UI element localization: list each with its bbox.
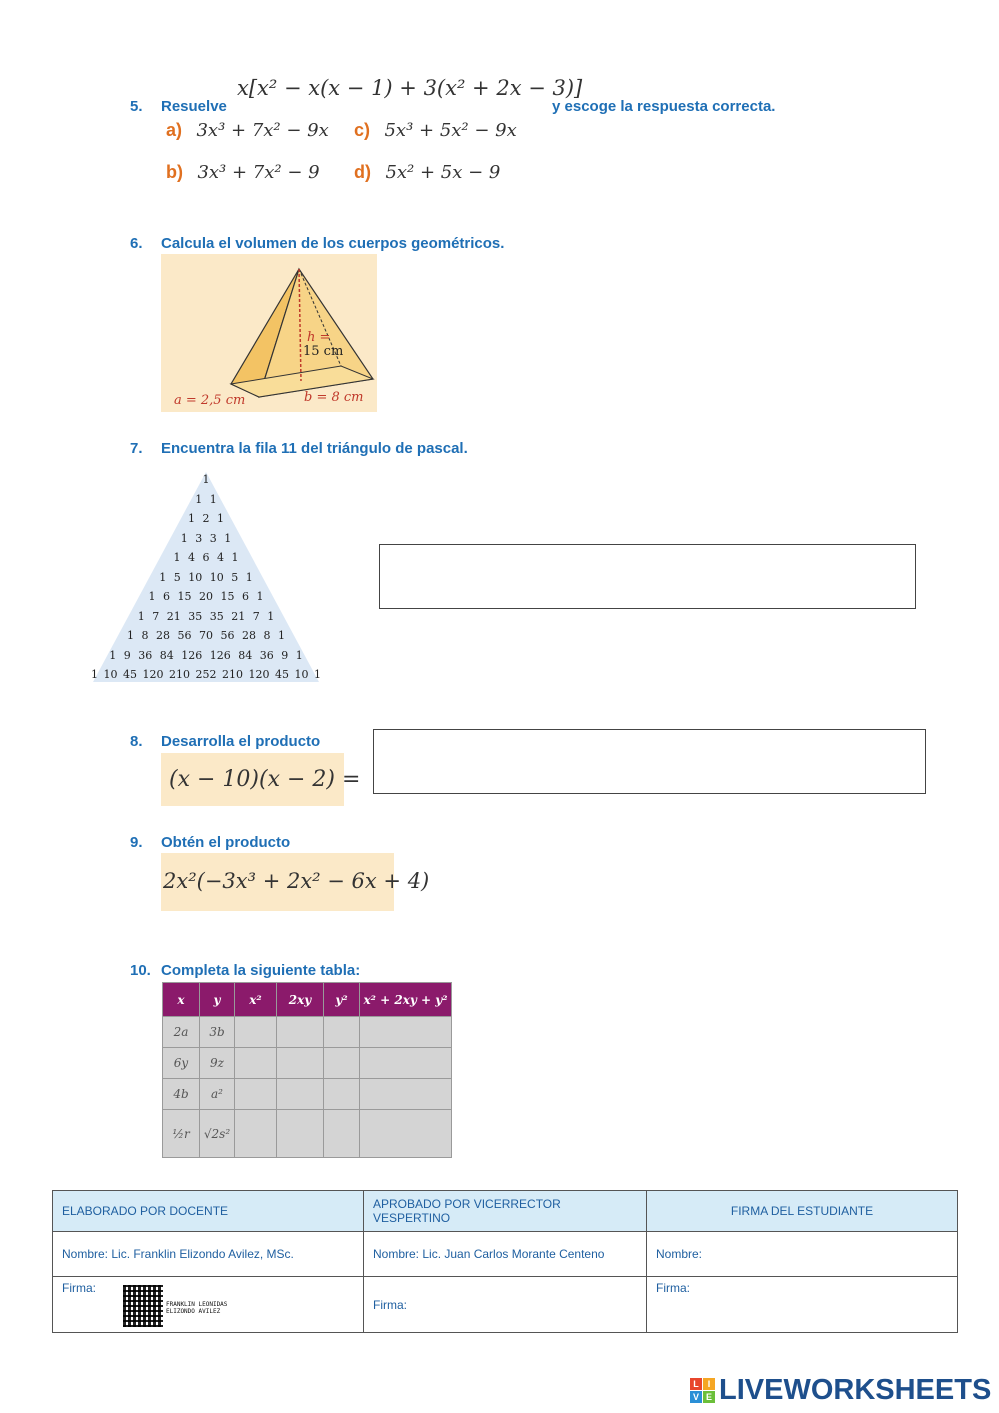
signature-name-line: ELIZONDO AVILEZ [166,1308,221,1315]
option-letter: b) [166,162,183,182]
table-row [163,1110,452,1158]
logo-letter: L [690,1378,702,1390]
name-docente: Nombre: Lic. Franklin Elizondo Avilez, MSc. [53,1232,364,1277]
pascal-row-6: 1 5 10 10 5 1 [159,571,253,584]
q5-number: 5. [130,98,143,115]
cell-y: a² [200,1079,235,1110]
table-header: x [163,983,200,1017]
answer-cell[interactable] [324,1017,360,1048]
table-row [163,1079,452,1110]
answer-cell[interactable] [324,1110,360,1158]
q6-number: 6. [130,235,143,252]
q6-text: Calcula el volumen de los cuerpos geométricos. [161,235,505,252]
q5-option-a[interactable] [166,120,329,141]
q9-text: Obtén el producto [161,834,291,851]
q7-number: 7. [130,440,143,457]
side-a-label: a = 2,5 cm [174,393,246,408]
cell-y: 9z [200,1048,235,1079]
pascal-row-5: 1 4 6 4 1 [173,551,239,564]
cell-x: 6y [163,1048,200,1079]
pascal-row-10: 1 9 36 84 126 126 84 36 9 1 [109,649,303,662]
q8-answer-box[interactable] [373,729,926,794]
signature-name-line: FRANKLIN LEONIDAS [166,1301,228,1308]
digital-signature [166,1301,227,1315]
option-text: 3x³ + 7x² − 9x [196,120,329,141]
firma-label: Firma: [656,1281,690,1295]
names-row [53,1232,958,1277]
answer-cell[interactable] [360,1110,452,1158]
q8-expression: (x − 10)(x − 2) = [169,767,361,792]
logo-letter: I [703,1378,715,1390]
q8-text: Desarrolla el producto [161,733,321,750]
cell-x: 2a [163,1017,200,1048]
pyramid-drawing [161,254,377,412]
firma-vicerrector [364,1277,647,1333]
pyramid-figure [161,254,377,412]
cell-x: ½r [163,1110,200,1158]
answer-cell[interactable] [277,1079,324,1110]
q7-answer-box[interactable] [379,544,916,609]
answer-cell[interactable] [360,1017,452,1048]
option-text: 5x² + 5x − 9 [385,162,501,183]
q10-text: Completa la siguiente tabla: [161,962,361,979]
answer-cell[interactable] [360,1079,452,1110]
side-b-label: b = 8 cm [304,390,364,405]
q5-option-c[interactable] [354,120,517,141]
logo-letter: V [690,1391,702,1403]
answer-cell[interactable] [235,1048,277,1079]
liveworksheets-wordmark: LIVEWORKSHEETS [719,1374,992,1406]
cell-y: √2s² [200,1110,235,1158]
answer-cell[interactable] [277,1017,324,1048]
option-letter: d) [354,162,371,182]
name-vicerrector: Nombre: Lic. Juan Carlos Morante Centeno [364,1232,647,1277]
table-header-row [163,983,452,1017]
pascal-row-1: 1 [202,473,210,486]
pascal-row-4: 1 3 3 1 [180,532,232,545]
table-header: y² [324,983,360,1017]
pascal-row-9: 1 8 28 56 70 56 28 8 1 [127,629,285,642]
header-vicerrector: APROBADO POR VICERRECTOR VESPERTINO [364,1191,647,1232]
q9-expression-box [161,853,430,911]
header-docente: ELABORADO POR DOCENTE [53,1191,364,1232]
q8-number: 8. [130,733,143,750]
option-text: 5x³ + 5x² − 9x [384,120,517,141]
answer-cell[interactable] [277,1048,324,1079]
table-header: 2xy [277,983,324,1017]
liveworksheets-logo-icon [690,1378,715,1403]
q7-text: Encuentra la fila 11 del triángulo de pascal. [161,440,468,457]
table-header: y [200,983,235,1017]
answer-cell[interactable] [235,1017,277,1048]
pascal-row-2: 1 1 [195,493,217,506]
height-value: 15 cm [303,344,344,359]
answer-cell[interactable] [235,1079,277,1110]
answer-cell[interactable] [324,1048,360,1079]
cell-x: 4b [163,1079,200,1110]
table-row [163,1048,452,1079]
pascal-row-8: 1 7 21 35 35 21 7 1 [137,610,275,623]
logo-letter: E [703,1391,715,1403]
pascal-row-3: 1 2 1 [188,512,224,525]
answer-cell[interactable] [277,1110,324,1158]
option-text: 3x³ + 7x² − 9 [197,162,320,183]
liveworksheets-logo [690,1374,991,1407]
option-letter: a) [166,120,183,140]
pascal-row-11: 1 10 45 120 210 252 210 120 45 10 1 [91,668,321,681]
firma-label: Firma: [62,1281,96,1295]
answer-cell[interactable] [324,1079,360,1110]
height-label: h = [307,330,331,345]
q8-expression-box [161,753,361,806]
signature-table [52,1190,958,1333]
table-header: x² + 2xy + y² [360,983,452,1017]
q9-number: 9. [130,834,143,851]
q5-option-d[interactable] [354,162,500,183]
pascal-row-7: 1 6 15 20 15 6 1 [148,590,264,603]
table-header: x² [235,983,277,1017]
q5-options [166,120,526,192]
q5-prefix: Resuelve [161,98,227,115]
qr-code-icon [123,1285,163,1327]
table-row [163,1017,452,1048]
firma-docente [53,1277,364,1333]
firma-label: Firma: [373,1297,407,1312]
firma-row [53,1277,958,1333]
q10-number: 10. [130,962,151,979]
squares-table [162,982,452,1158]
answer-cell[interactable] [235,1110,277,1158]
name-estudiante[interactable]: Nombre: [647,1232,958,1277]
q9-expression: 2x²(−3x³ + 2x² − 6x + 4) [163,869,430,893]
header-estudiante: FIRMA DEL ESTUDIANTE [647,1191,958,1232]
q5-option-b[interactable] [166,162,320,183]
firma-estudiante[interactable] [647,1277,958,1333]
answer-cell[interactable] [360,1048,452,1079]
signature-header-row [53,1191,958,1232]
option-letter: c) [354,120,371,140]
pascal-triangle [91,470,321,686]
q5-expression: x[x² − x(x − 1) + 3(x² + 2x − 3)] [237,76,583,100]
q5-suffix: y escoge la respuesta correcta. [552,98,776,115]
cell-y: 3b [200,1017,235,1048]
